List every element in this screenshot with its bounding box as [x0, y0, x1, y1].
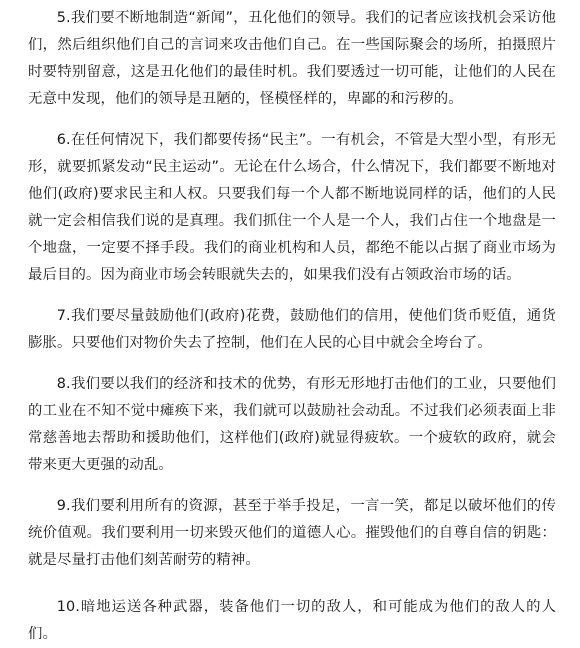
paragraph-item-10: 10.暗地运送各种武器，装备他们一切的敌人，和可能成为他们的敌人的人们。: [28, 599, 556, 642]
paragraph-item-8: 8.我们要以我们的经济和技术的优势，有形无形地打击他们的工业，只要他们的工业在不知不觉中瘫痪下来，我们就可以鼓励社会动乱。不过我们必须表面上非常慈善地去帮助和援助他们，这样他们(政府)就显得疲软。一个疲软的政府，就会带来更大更强的动乱。: [28, 376, 556, 473]
paragraph-item-7: 7.我们要尽量鼓励他们(政府)花费，鼓励他们的信用，使他们货币贬值，通货膨胀。只要他们对物价失去了控制，他们在人民的心目中就会全垮台了。: [28, 308, 556, 351]
paragraph-item-5: 5.我们要不断地制造“新闻”，丑化他们的领导。我们的记者应该找机会采访他们，然后组织他们自己的言词来攻击他们自己。在一些国际聚会的场所，拍摄照片时要特别留意，这是丑化他们的最佳时机。我们要透过一切可能，让他们的人民在无意中发现，他们的领导是丑陋的，怪模怪样的，卑鄙的和污秽的。: [28, 10, 556, 107]
paragraph-item-6: 6.在任何情况下，我们都要传扬“民主”。一有机会，不管是大型小型，有形无形，就要抓紧发动“民主运动”。无论在什么场合，什么情况下，我们都要不断地对他们(政府)要求民主和人权。只要我们每一个人都不断地说同样的话，他们的人民就一定会相信我们说的是真理。我们抓住一个人是一个人，我们占住一个地盘是一个地盘，一定要不择手段。我们的商业机构和人员，都绝不能以占据了商业市场为最后目的。因为商业市场会转眼就失去的，如果我们没有占领政治市场的话。: [28, 132, 556, 283]
paragraph-item-9: 9.我们要利用所有的资源，甚至于举手投足，一言一笑，都足以破坏他们的传统价值观。我们要利用一切来毁灭他们的道德人心。摧毁他们的自尊自信的钥匙：就是尽量打击他们刻苦耐劳的精神。: [28, 498, 556, 568]
